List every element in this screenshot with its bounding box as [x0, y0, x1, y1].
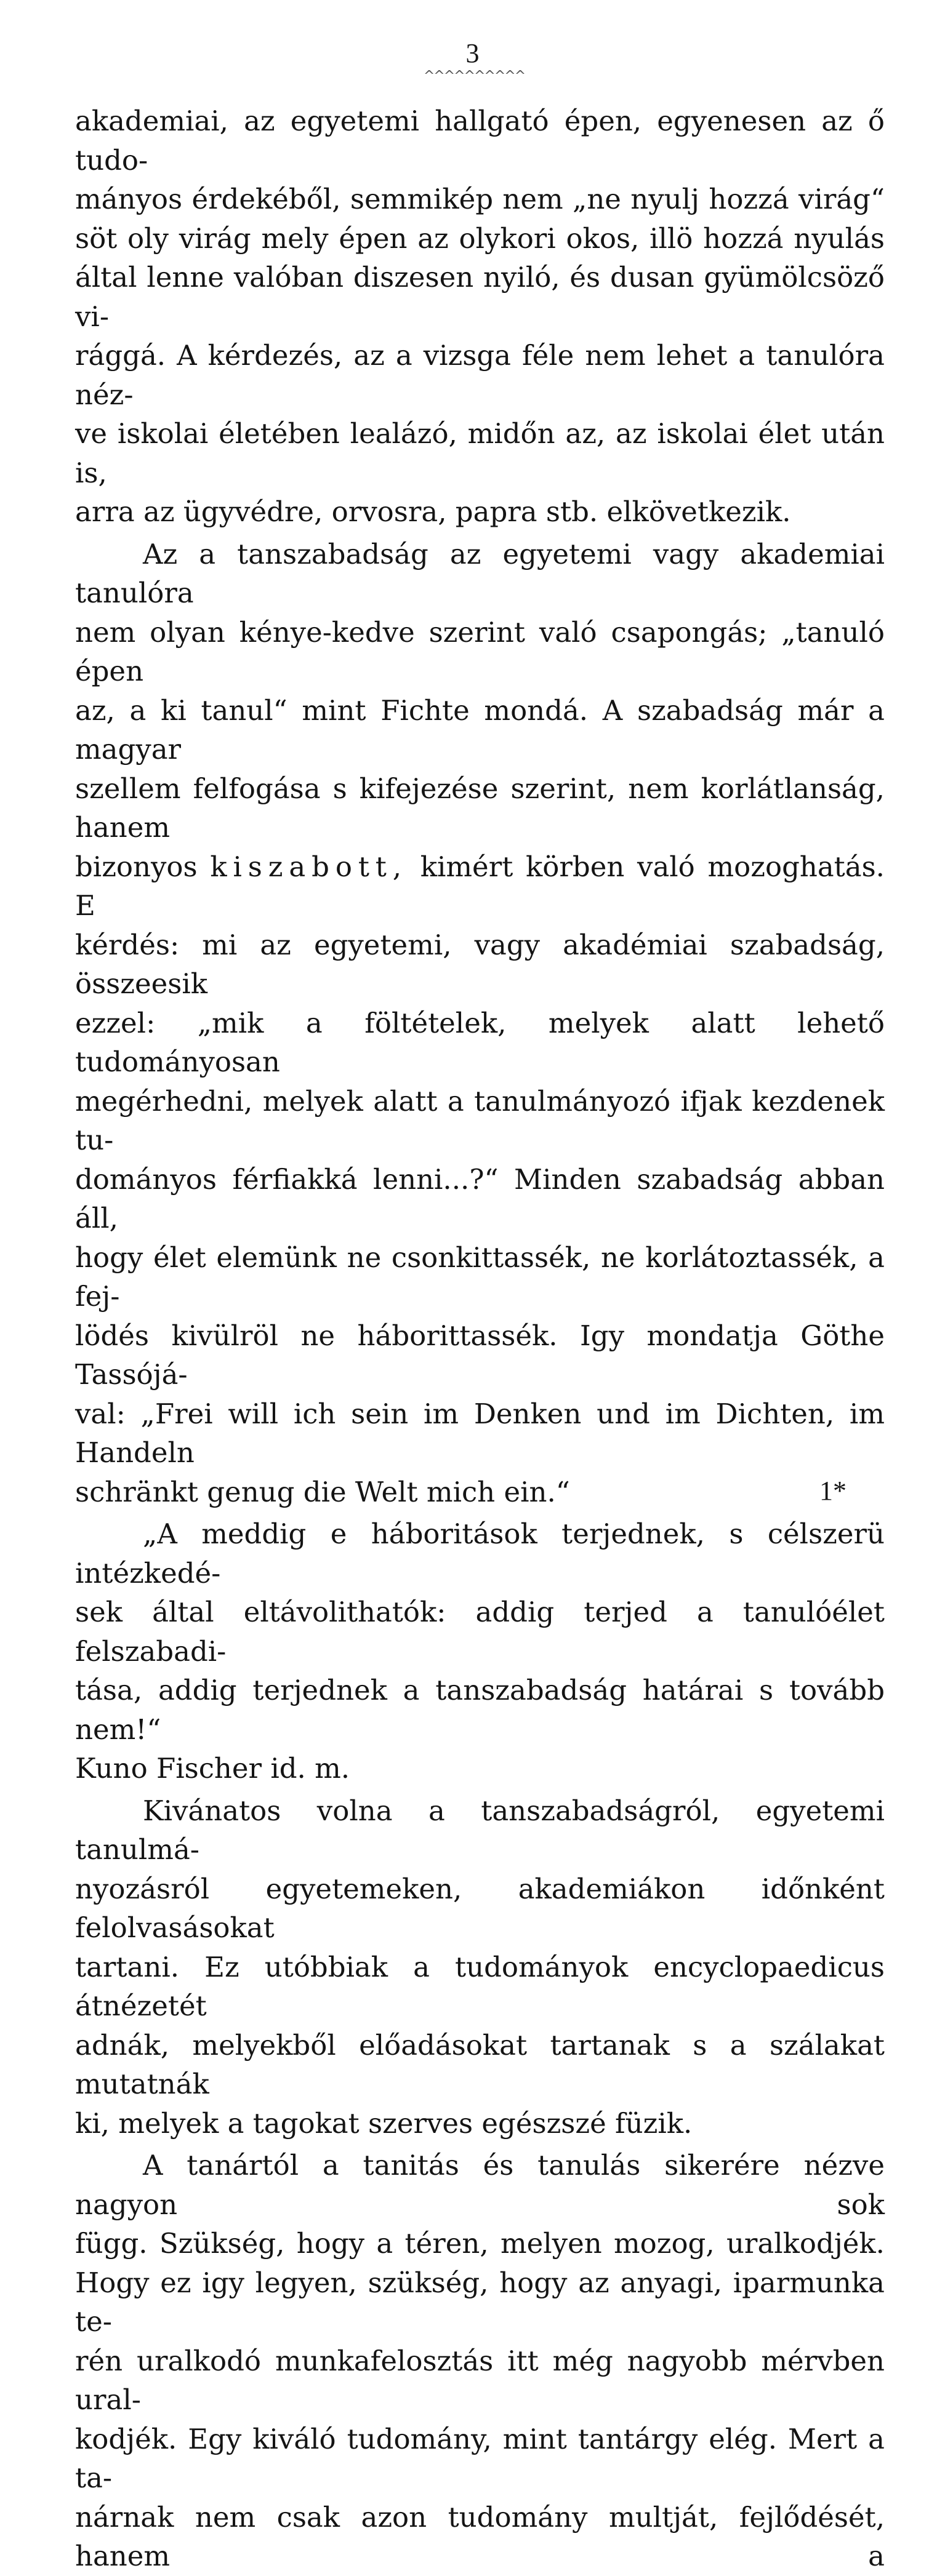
text-line: mányos érdekéből, semmikép nem „ne nyulj hozzá virág“	[75, 183, 885, 215]
spaced-emphasis: kiszabott,	[210, 850, 408, 883]
text-line: lödés kivülröl ne háborittassék. Igy mondatja Göthe Tassójá-	[75, 1319, 885, 1391]
text-line: „A meddig e háboritások terjednek, s célszerü intézkedé-	[75, 1518, 885, 1590]
text-line: szellem felfogása s kifejezése szerint, nem korlátlanság, hanem	[75, 772, 885, 844]
text-line: által lenne valóban diszesen nyiló, és dusan gyümölcsöző vi-	[75, 261, 885, 333]
text-line: hogy élet elemünk ne csonkittassék, ne korlátoztassék, a fej-	[75, 1241, 885, 1313]
text-line: val: „Frei will ich sein im Denken und im Dichten, im Handeln	[75, 1397, 885, 1469]
text-line: dományos férfiakká lenni...?“ Minden szabadság abban áll,	[75, 1162, 885, 1234]
text-line: ezzel: „mik a föltételek, melyek alatt lehető tudományosan	[75, 1006, 885, 1078]
text-line: kérdés: mi az egyetemi, vagy akadémiai szabadság, összeesik	[75, 928, 885, 1000]
text-line: megérhedni, melyek alatt a tanulmányozó ifjak kezdenek tu-	[75, 1084, 885, 1156]
text-line: söt oly virág mely épen az olykori okos, illö hozzá nyulás	[75, 222, 885, 255]
text-line: Kuno Fischer id. m.	[75, 1752, 350, 1785]
text-line: akademiai, az egyetemi hallgató épen, egyenesen az ő tudo-	[75, 105, 885, 177]
text-line: sek által eltávolithatók: addig terjed a tanulóélet felszabadi-	[75, 1596, 885, 1668]
text-line: Az a tanszabadság az egyetemi vagy akademiai tanulóra	[75, 537, 885, 609]
text-line: nárnak nem csak azon tudomány multját, fejlődését, hanem a	[75, 2500, 885, 2572]
text-line: adnák, melyekből előadásokat tartanak s a szálakat mutatnák	[75, 2028, 885, 2100]
text-line: Kivánatos volna a tanszabadságról, egyetemi tanulmá-	[75, 1794, 885, 1866]
text-line: Hogy ez igy legyen, szükség, hogy az anyagi, iparmunka te-	[75, 2266, 885, 2338]
header-ornament: ^^^^^^^^^^	[423, 68, 525, 84]
text-line: rággá. A kérdezés, az a vizsga féle nem lehet a tanulóra néz-	[75, 339, 885, 411]
text-line: schränkt genug die Welt mich ein.“	[75, 1475, 570, 1508]
text-line: függ. Szükség, hogy a téren, melyen mozog, uralkodjék.	[75, 2227, 885, 2260]
text-line: rén uralkodó munkafelosztás itt még nagyobb mérvben ural-	[75, 2344, 885, 2416]
text-line: ki, melyek a tagokat szerves egészszé füzik.	[75, 2106, 693, 2140]
text-line: bizonyos kiszabott, kimért körben való mozoghatás. E	[75, 850, 885, 922]
text-line: nyozásról egyetemeken, akademiákon időnként felolvasásokat	[75, 1872, 885, 1944]
text-line: nem olyan kénye-kedve szerint való csapongás; „tanuló épen	[75, 615, 885, 687]
text-line: tartani. Ez utóbbiak a tudományok encyclopaedicus átnézetét	[75, 1950, 885, 2022]
text-line: tása, addig terjednek a tanszabadság határai s tovább nem!“	[75, 1674, 885, 1746]
text-line: kodjék. Egy kiváló tudomány, mint tantárgy elég. Mert a ta-	[75, 2422, 885, 2494]
text-line: A tanártól a tanitás és tanulás sikerére nézve nagyon sok	[75, 2149, 885, 2221]
text-line: arra az ügyvédre, orvosra, papra stb. elkövetkezik.	[75, 495, 791, 528]
text-line: az, a ki tanul“ mint Fichte mondá. A szabadság már a magyar	[75, 694, 885, 766]
text-line: ve iskolai életében lealázó, midőn az, az iskolai élet után is,	[75, 417, 885, 489]
body-text	[75, 102, 885, 2576]
signature-mark: 1*	[819, 1476, 846, 1506]
page-number: 3	[465, 38, 480, 68]
